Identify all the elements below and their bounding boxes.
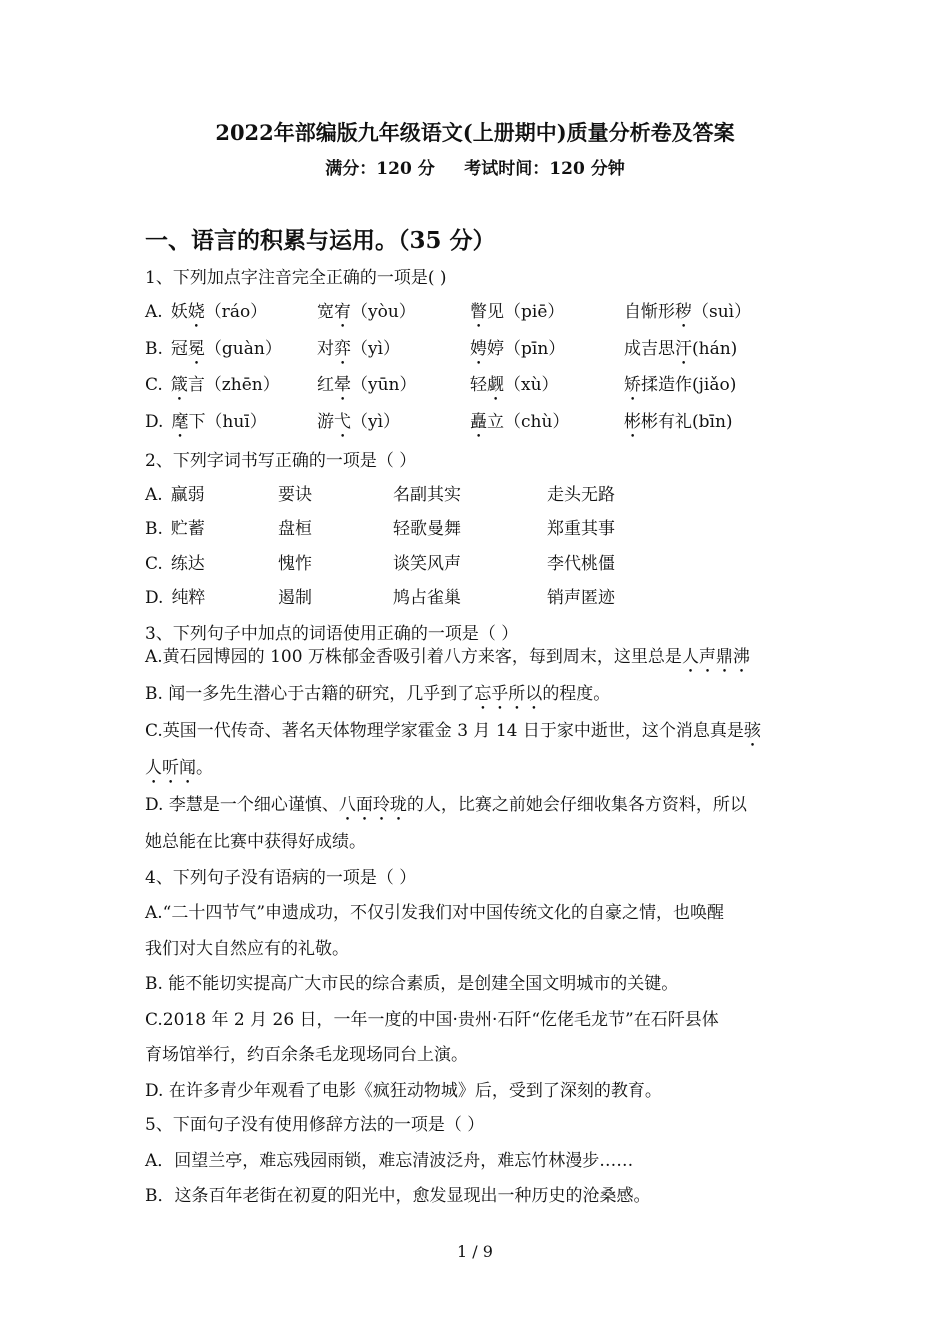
question-2-stem: 2、下列字词书写正确的一项是（ ） — [145, 451, 417, 471]
emphasized-char: 觑 — [487, 375, 504, 395]
option-text: 红 — [317, 375, 334, 395]
question-1-option — [145, 408, 267, 442]
question-1-option — [470, 335, 565, 369]
question-2-option: 愧怍 — [278, 554, 312, 574]
option-text: （yòu） — [351, 302, 416, 322]
exam-info: 满分：120 分 考试时间：120 分钟 — [325, 159, 625, 179]
question-2-option: 郑重其事 — [547, 519, 615, 539]
question-4-line: B. 能不能切实提高广大市民的综合素质，是创建全国文明城市的关键。 — [145, 974, 679, 994]
option-text: 纯粹 — [171, 588, 206, 608]
emphasized-word: 人声鼎沸 — [681, 647, 750, 667]
emphasized-char: 娆 — [187, 302, 205, 322]
option-text: 轻 — [470, 375, 487, 395]
question-2-option: 李代桃僵 — [547, 554, 615, 574]
question-3-option-a — [145, 643, 750, 677]
page-number: 1 / 9 — [457, 1242, 493, 1261]
emphasized-word: 人听闻 — [145, 758, 196, 778]
emphasized-char: 娉 — [470, 339, 487, 359]
option-text: 自惭形 — [624, 302, 675, 322]
question-2-option: 轻歌曼舞 — [393, 519, 461, 539]
option-text: 婷（pīn） — [487, 339, 566, 359]
question-2-option: 谈笑风声 — [393, 554, 461, 574]
emphasized-word: 忘乎所以 — [474, 684, 543, 704]
question-1-option — [624, 298, 751, 332]
emphasized-char: 汗 — [675, 339, 692, 359]
option-text: 贮蓄 — [170, 519, 205, 539]
emphasized-char: 麾 — [171, 412, 189, 432]
emphasized-char: 箴 — [170, 375, 188, 395]
question-2-option: 盘桓 — [278, 519, 312, 539]
question-2-option: 遏制 — [278, 588, 312, 608]
option-text: 练达 — [170, 554, 205, 574]
question-3-option-c — [145, 717, 761, 751]
option-label: A. — [145, 302, 163, 322]
option-label: D. — [145, 412, 164, 432]
question-1-option — [317, 371, 417, 405]
question-2-option: 要诀 — [278, 485, 312, 505]
option-text: (hán) — [692, 339, 738, 359]
option-text: 彬有礼(bīn) — [641, 412, 733, 432]
option-text: 成吉思 — [624, 339, 675, 359]
question-1-option — [470, 408, 569, 442]
question-2-option: 销声匿迹 — [547, 588, 615, 608]
option-text: 揉造作(jiǎo) — [641, 375, 737, 395]
question-4-line: 育场馆举行，约百余条毛龙现场同台上演。 — [145, 1045, 468, 1065]
emphasized-word: 八面玲珑 — [338, 795, 407, 815]
question-2-option: 鸠占雀巢 — [393, 588, 461, 608]
option-text: 见（piē） — [487, 302, 565, 322]
question-5-stem: 5、下面句子没有使用修辞方法的一项是（ ） — [145, 1115, 485, 1135]
question-2-option: 走头无路 — [547, 485, 615, 505]
question-1-option — [624, 371, 736, 405]
option-text: 的程度。 — [542, 684, 611, 704]
option-text: D. 李慧是一个细心谨慎、 — [145, 795, 339, 815]
emphasized-char: 瞥 — [470, 302, 487, 322]
question-4-stem: 4、下列句子没有语病的一项是（ ） — [145, 868, 417, 888]
question-3-option-b — [145, 680, 610, 714]
option-text: 。 — [196, 758, 213, 778]
option-text: 言（zhēn） — [187, 375, 280, 395]
option-text: 赢弱 — [170, 485, 205, 505]
option-text: （yì） — [351, 412, 401, 432]
option-text: 对 — [317, 339, 334, 359]
option-text: 下（huī） — [188, 412, 267, 432]
option-label: B. — [145, 339, 163, 359]
option-text: （suì） — [692, 302, 752, 322]
option-label: A. — [145, 485, 163, 505]
question-1-option — [317, 298, 416, 332]
question-3-option-d — [145, 791, 747, 825]
question-1-option — [145, 335, 282, 369]
question-1-option — [145, 298, 267, 332]
emphasized-char: 矫 — [624, 375, 641, 395]
emphasized-char: 冕 — [187, 339, 205, 359]
question-4-line: C.2018 年 2 月 26 日，一年一度的中国·贵州·石阡“仡佬毛龙节”在石阡县体 — [145, 1010, 719, 1030]
section-heading: 一、语言的积累与运用。（35 分） — [145, 227, 496, 254]
emphasized-char: 晕 — [334, 375, 351, 395]
question-1-option — [624, 335, 737, 369]
option-label: C. — [145, 375, 163, 395]
emphasized-char: 宥 — [334, 302, 351, 322]
question-1-option — [145, 371, 280, 405]
option-text: （yì） — [351, 339, 401, 359]
question-4-line: A.“二十四节气”申遗成功，不仅引发我们对中国传统文化的自豪之情，也唤醒 — [145, 903, 725, 923]
question-2-option — [145, 481, 205, 509]
option-text: 宽 — [317, 302, 334, 322]
emphasized-char: 彬 — [624, 412, 641, 432]
option-text: 的人，比赛之前她会仔细收集各方资料，所以 — [406, 795, 747, 815]
question-1-option — [470, 298, 564, 332]
option-text: A.黄石园博园的 100 万株郁金香吸引着八方来客，每到周末，这里总是 — [145, 647, 682, 667]
question-3-option-d-cont: 她总能在比赛中获得好成绩。 — [145, 832, 366, 852]
question-2-option — [145, 515, 205, 543]
option-text: （yūn） — [351, 375, 417, 395]
option-text: B. 闻一多先生潜心于古籍的研究，几乎到了 — [145, 684, 475, 704]
emphasized-char: 秽 — [675, 302, 692, 322]
option-label: D. — [145, 588, 164, 608]
option-label: C. — [145, 554, 163, 574]
question-4-line: 我们对大自然应有的礼敬。 — [145, 939, 349, 959]
option-text: （xù） — [504, 375, 559, 395]
document-title: 2022年部编版九年级语文(上册期中)质量分析卷及答案 — [215, 120, 735, 145]
option-text: 妖 — [170, 302, 188, 322]
question-1-option — [317, 408, 400, 442]
question-5-line: B．这条百年老街在初夏的阳光中，愈发显现出一种历史的沧桑感。 — [145, 1186, 651, 1206]
emphasized-char: 弈 — [334, 339, 351, 359]
option-text: 游 — [317, 412, 334, 432]
question-5-line: A．回望兰亭，难忘残园雨锁，难忘清波泛舟，难忘竹林漫步…… — [145, 1151, 634, 1171]
question-2-option: 名副其实 — [393, 485, 461, 505]
question-1-stem: 1、下列加点字注音完全正确的一项是( ) — [145, 268, 447, 288]
question-3-option-c-cont — [145, 754, 213, 788]
option-label: B. — [145, 519, 163, 539]
option-text: 冠 — [170, 339, 188, 359]
question-2-option — [145, 550, 205, 578]
emphasized-word: 骇 — [743, 721, 761, 741]
question-1-option — [470, 371, 559, 405]
option-text: C.英国一代传奇、著名天体物理学家霍金 3 月 14 日于家中逝世，这个消息真是 — [145, 721, 744, 741]
option-text: （ráo） — [204, 302, 268, 322]
question-3-stem: 3、下列句子中加点的词语使用正确的一项是（ ） — [145, 624, 519, 644]
option-text: （guàn） — [204, 339, 282, 359]
question-1-option — [317, 335, 400, 369]
emphasized-char: 弋 — [334, 412, 351, 432]
emphasized-char: 矗 — [470, 412, 487, 432]
question-2-option — [145, 584, 205, 612]
question-4-line: D. 在许多青少年观看了电影《疯狂动物城》后，受到了深刻的教育。 — [145, 1081, 662, 1101]
question-1-option — [624, 408, 733, 442]
option-text: 立（chù） — [487, 412, 570, 432]
